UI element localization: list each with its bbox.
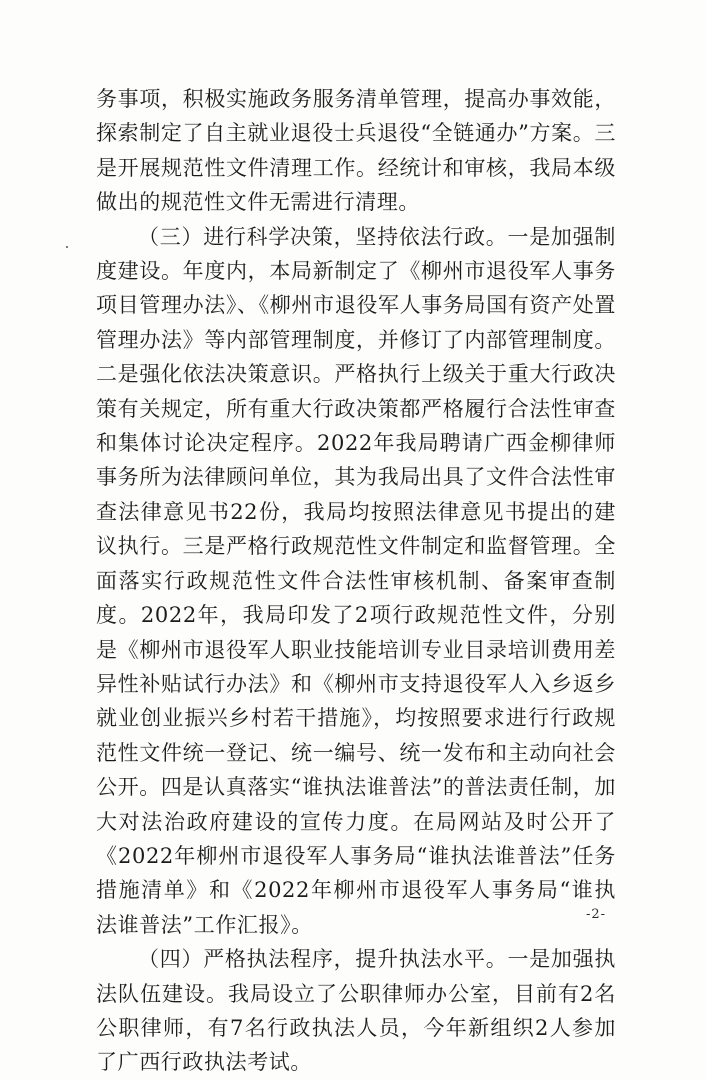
paragraph-section-four: （四）严格执法程序，提升执法水平。一是加强执法队伍建设。我局设立了公职律师办公室，目前有2名公职律师，有7名行政执法人员，今年新组织2人参加了广西行政执法考试。 <box>96 947 616 1075</box>
document-body <box>96 82 616 1080</box>
paragraph-section-three: （三）进行科学决策，坚持依法行政。一是加强制度建设。年度内，本局新制定了《柳州市退役军人事务项目管理办法》、《柳州市退役军人事务局国有资产处置管理办法》等内部管理制度，并修订了内部管理制度。二是强化依法决策意识。严格执行上级关于重大行政决策有关规定，所有重大行政决策都严格履行合法性审查和集体讨论决定程序。2022年我局聘请广西金柳律师事务所为法律顾问单位，其为我局出具了文件合法性审查法律意见书22份，我局均按照法律意见书提出的建议执行。三是严格行政规范性文件制定和监督管理。全面落实行政规范性文件合法性审核机制、备案审查制度。2022年，我局印发了2项行政规范性文件，分别是《柳州市退役军人职业技能培训专业目录培训费用差异性补贴试行办法》和《柳州市支持退役军人入乡返乡就业创业振兴乡村若干措施》，均按照要求进行行政规范性文件统一登记、统一编号、统一发布和主动向社会公开。四是认真落实“谁执法谁普法”的普法责任制，加大对法治政府建设的宣传力度。在局网站及时公开了《2022年柳州市退役军人事务局“谁执法谁普法”任务措施清单》和《2022年柳州市退役军人事务局“谁执法谁普法”工作汇报》。 <box>96 224 616 937</box>
scan-speck <box>66 246 68 248</box>
page-number: -2- <box>586 907 607 922</box>
paragraph-continuation: 务事项，积极实施政务服务清单管理，提高办事效能，探索制定了自主就业退役士兵退役“全链通办”方案。三是开展规范性文件清理工作。经统计和审核，我局本级做出的规范性文件无需进行清理。 <box>96 87 616 215</box>
